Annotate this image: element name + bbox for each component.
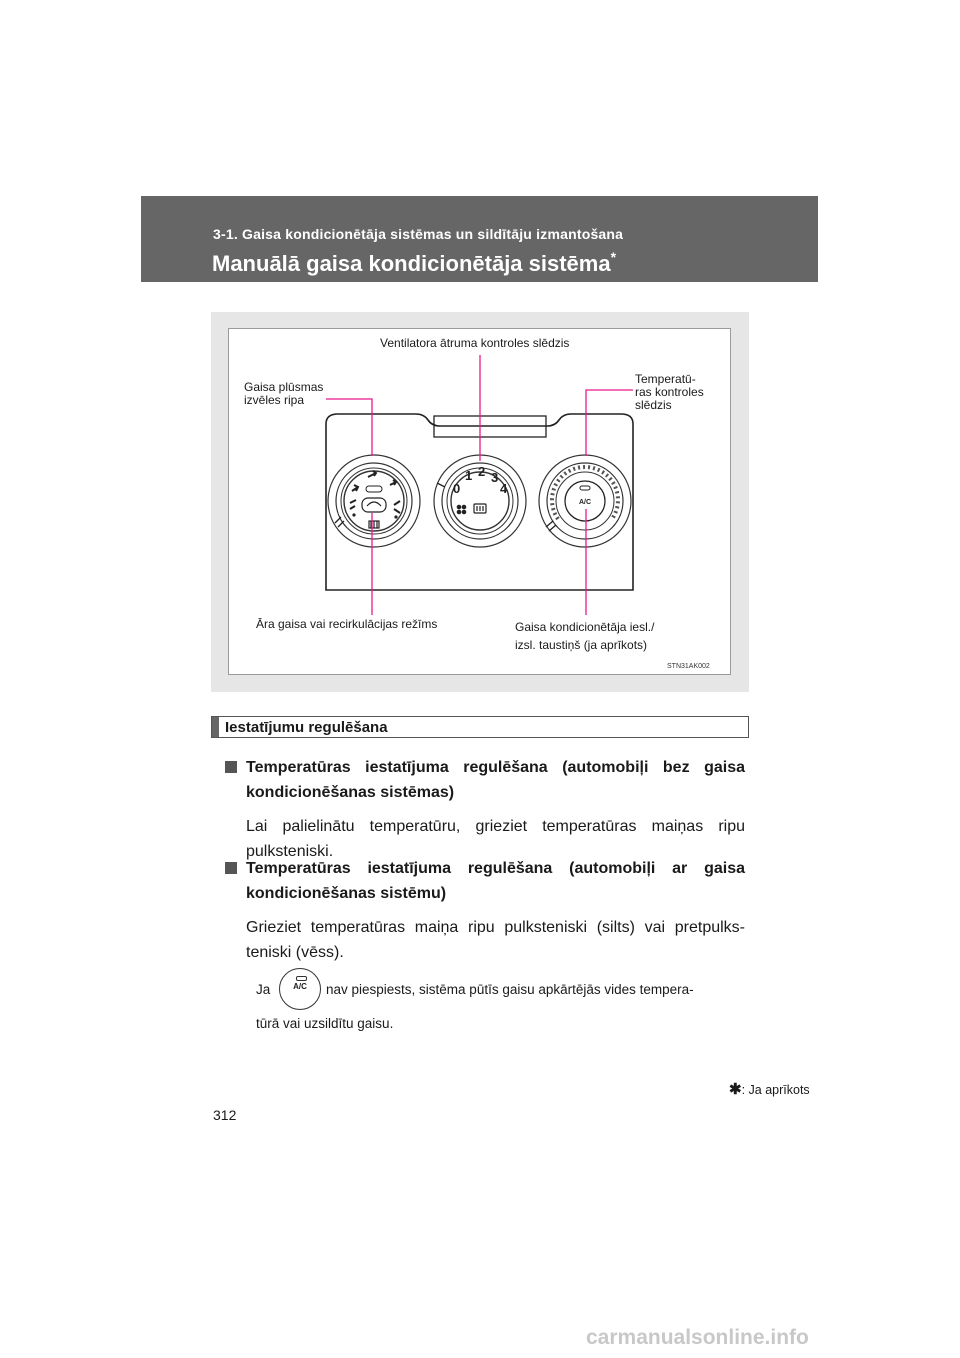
page-title	[212, 249, 616, 277]
leader-lines	[326, 355, 633, 615]
fan-speed-2: 2	[478, 464, 486, 479]
dial-pointer-mark	[546, 521, 556, 531]
note-line2: tūrā vai uzsildītu gaisu.	[256, 1016, 394, 1031]
leader-airflow	[326, 399, 372, 456]
settings-item-no-ac	[225, 755, 745, 864]
fan-speed-dial	[434, 455, 526, 547]
item-text: Lai palielinātu temperatūru, grieziet temperatūras maiņas ripu pulksteniski.	[246, 818, 745, 860]
page-number: 312	[213, 1107, 237, 1123]
leader-temperature	[586, 390, 633, 456]
temperature-dial	[539, 455, 631, 547]
rear-defrost-icon	[369, 521, 379, 528]
dial-pointer-mark	[437, 483, 445, 487]
dial-pointer-marks	[335, 517, 344, 527]
fan-icon	[457, 505, 467, 515]
footnote-text: : Ja aprīkots	[741, 1083, 810, 1097]
item-text: Grieziet temperatūras maiņa ripu pulksteniski (silts) vai pretpulks-teniski (vēss).	[246, 919, 745, 961]
watermark: carmanualsonline.info	[586, 1326, 809, 1349]
settings-heading-bar	[211, 716, 749, 738]
item-heading: Temperatūras iestatījuma regulēšana (automobiļi ar gaisa kondicionēšanas sistēmu)	[246, 860, 745, 902]
ac-button-icon-label: A/C	[293, 982, 307, 991]
section-title: 3-1. Gaisa kondicionētāja sistēmas un sildītāju izmantošana	[213, 226, 624, 242]
asterisk-icon: ✱	[729, 1081, 742, 1098]
temperature-scale	[552, 467, 618, 519]
heading-marker	[212, 717, 219, 737]
square-bullet-icon	[225, 862, 237, 874]
label-airflow-dial: Gaisa plūsmas izvēles ripa	[244, 380, 324, 407]
label-fan-speed: Ventilatora ātruma kontroles slēdzis	[380, 336, 570, 350]
label-temperature: Temperatū- ras kontroles slēdzis	[635, 372, 704, 412]
settings-heading: Iestatījumu regulēšana	[225, 719, 388, 736]
settings-item-with-ac	[225, 856, 745, 965]
ac-button-label: A/C	[578, 499, 592, 506]
footnote	[729, 1080, 810, 1098]
fan-speed-1: 1	[465, 468, 473, 483]
asterisk-icon: *	[610, 249, 617, 265]
label-recirculation: Āra gaisa vai recirkulācijas režīms	[256, 617, 438, 631]
fan-speed-0: 0	[453, 481, 461, 496]
ac-note	[256, 970, 748, 1031]
note-prefix: Ja	[256, 982, 271, 997]
item-heading: Temperatūras iestatījuma regulēšana (automobiļi bez gaisa kondicionēšanas sistēmas)	[246, 759, 745, 801]
fan-speed-3: 3	[491, 470, 499, 485]
ac-button-icon	[279, 968, 321, 1010]
figure-code: STN31AK002	[667, 663, 710, 670]
note-line1: nav piespiests, sistēma pūtīs gaisu apkārtējās vides tempera-	[326, 982, 694, 997]
label-ac-button: Gaisa kondicionētāja iesl./ izsl. taustiņš (ja aprīkots)	[515, 620, 655, 652]
front-defrost-icon	[474, 504, 486, 513]
square-bullet-icon	[225, 761, 237, 773]
page-title-text: Manuālā gaisa kondicionētāja sistēma	[212, 251, 611, 276]
fan-speed-4: 4	[500, 481, 508, 496]
recirculation-button	[362, 498, 386, 512]
airflow-dial	[328, 455, 420, 547]
